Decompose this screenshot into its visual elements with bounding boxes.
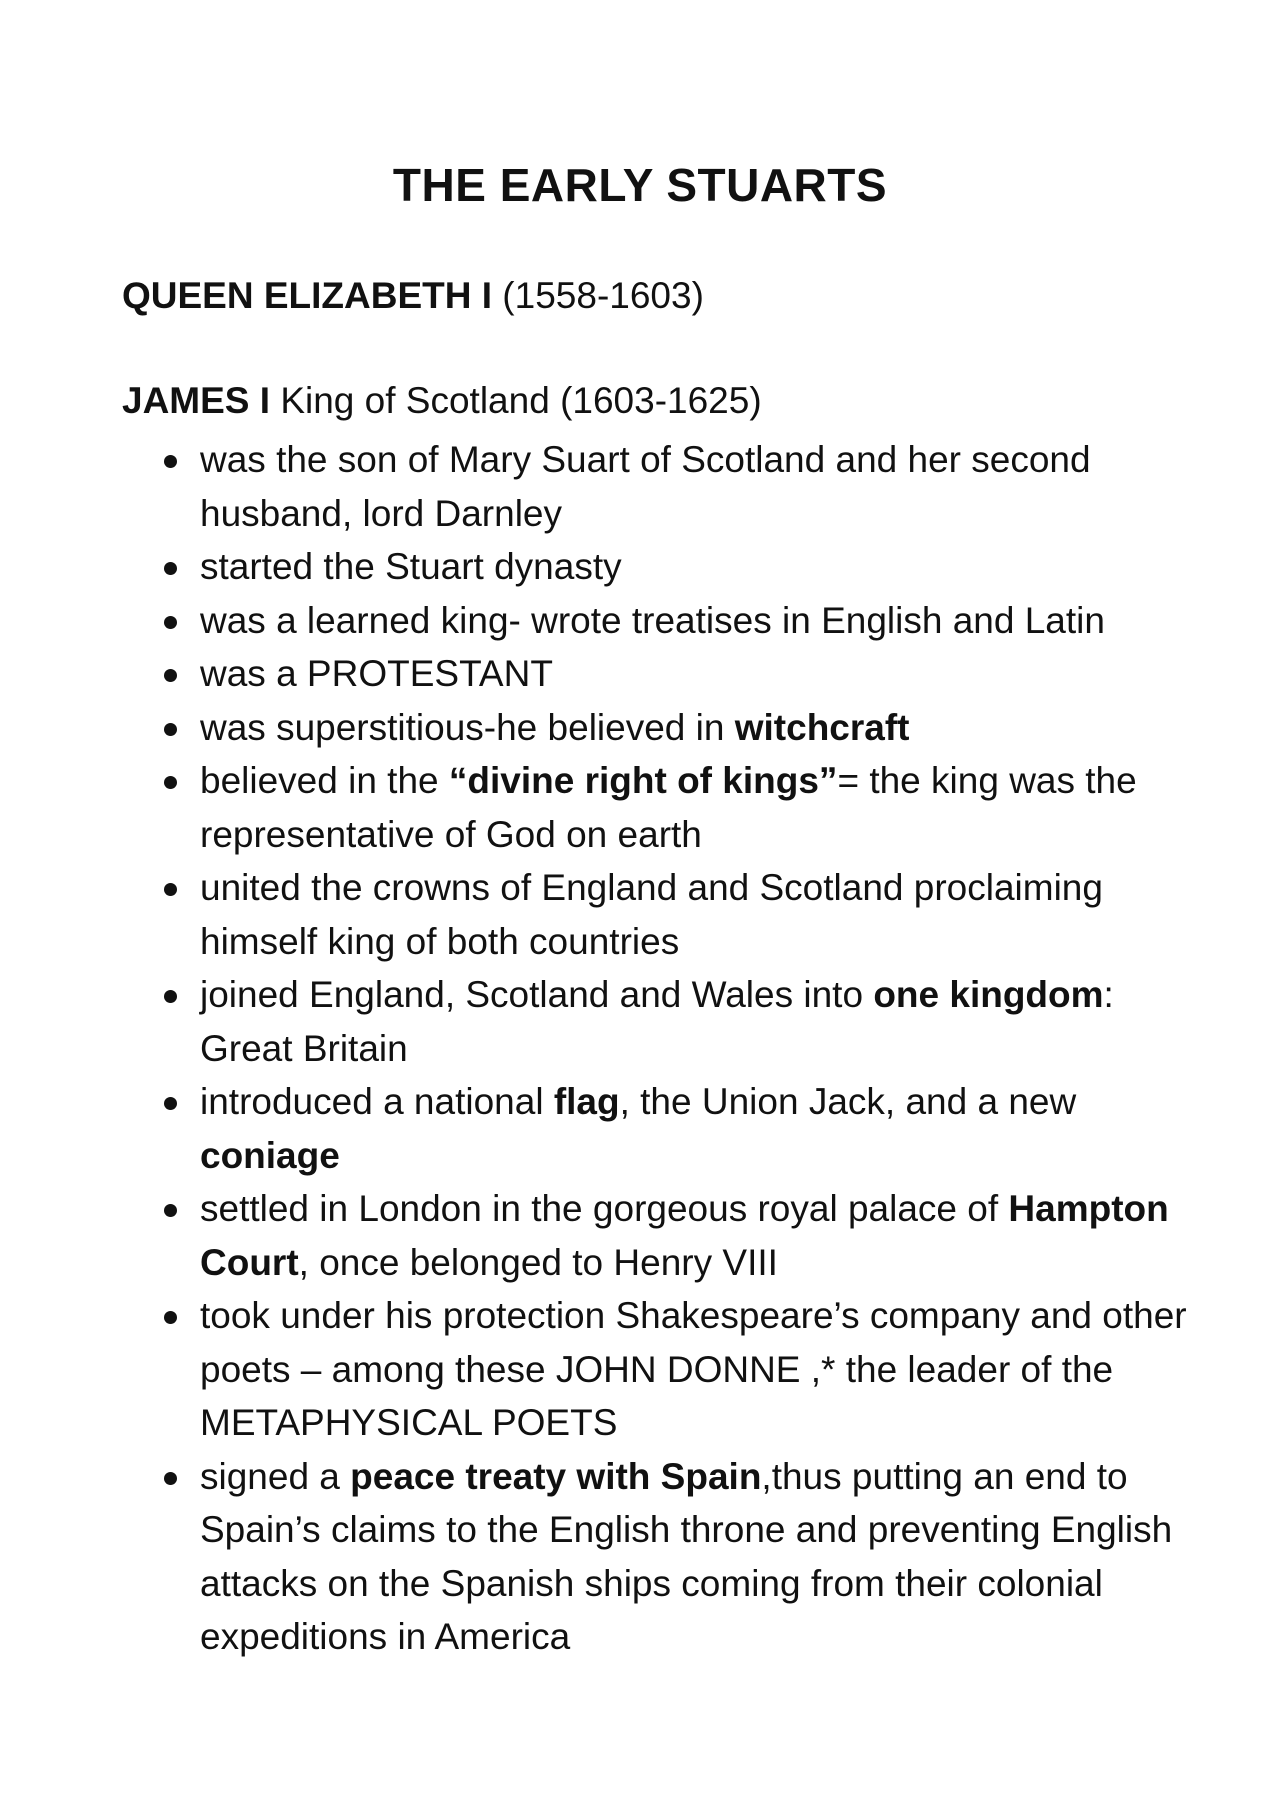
list-item: settled in London in the gorgeous royal palace of Hampton Court, once belonged to Henry VIII — [122, 1182, 1192, 1289]
heading-james-i — [122, 380, 762, 422]
bullet-icon — [164, 455, 177, 468]
list-item: united the crowns of England and Scotland proclaiming himself king of both countries — [122, 861, 1192, 968]
page-title: THE EARLY STUARTS — [392, 159, 888, 211]
heading-subtitle: King of Scotland (1603-1625) — [270, 380, 762, 421]
bullet-icon — [164, 1204, 177, 1217]
heading-queen-elizabeth — [122, 275, 704, 317]
list-item: introduced a national flag, the Union Jack, and a new coniage — [122, 1075, 1192, 1182]
bullet-icon — [164, 776, 177, 789]
bullet-icon — [164, 1472, 177, 1485]
bullet-icon — [164, 562, 177, 575]
bullet-icon — [164, 883, 177, 896]
list-item: signed a peace treaty with Spain,thus putting an end to Spain’s claims to the English throne and preventing English attacks on the Spanish ships coming from their colonial expeditions in America — [122, 1450, 1192, 1664]
list-item: was superstitious-he believed in witchcraft — [122, 701, 1192, 755]
list-item: was the son of Mary Suart of Scotland and her second husband, lord Darnley — [122, 433, 1192, 540]
bullet-icon — [164, 1311, 177, 1324]
list-item: was a learned king- wrote treatises in English and Latin — [122, 594, 1192, 648]
heading-name: JAMES I — [122, 380, 271, 421]
list-item: took under his protection Shakespeare’s company and other poets – among these JOHN DONNE ,* the leader of the METAPHYSICAL POETS — [122, 1289, 1192, 1450]
bullet-icon — [164, 616, 177, 629]
james-facts-list — [122, 433, 1192, 1664]
list-item: believed in the “divine right of kings”= the king was the representative of God on earth — [122, 754, 1192, 861]
heading-name: QUEEN ELIZABETH I — [122, 275, 493, 316]
list-item: joined England, Scotland and Wales into one kingdom: Great Britain — [122, 968, 1192, 1075]
bullet-icon — [164, 723, 177, 736]
list-item: started the Stuart dynasty — [122, 540, 1192, 594]
bullet-icon — [164, 1097, 177, 1110]
heading-dates: (1558-1603) — [492, 275, 704, 316]
list-item: was a PROTESTANT — [122, 647, 1192, 701]
bullet-icon — [164, 669, 177, 682]
bullet-icon — [164, 990, 177, 1003]
